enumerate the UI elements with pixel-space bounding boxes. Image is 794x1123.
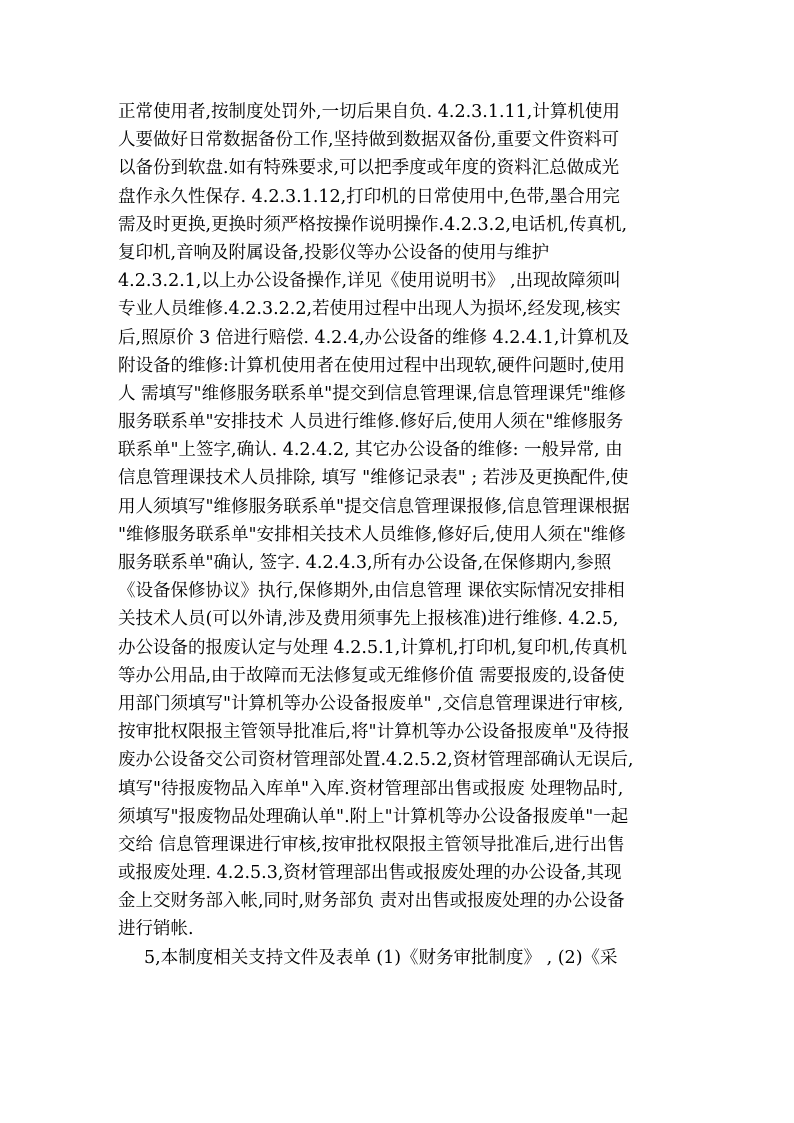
text-line: 《设备保修协议》执行,保修期外,由信息管理 课依实际情况安排相 bbox=[118, 581, 625, 602]
text-line: 复印机,音响及附属设备,投影仪等办公设备的使用与维护 bbox=[118, 242, 550, 263]
text-line: 关技术人员(可以外请,涉及费用须事先上报核准)进行维修. 4.2.5, bbox=[118, 609, 619, 630]
text-line: 附设备的维修:计算机使用者在使用过程中出现软,硬件问题时,使用 bbox=[118, 355, 626, 376]
text-line: 后,照原价 3 倍进行赔偿. 4.2.4,办公设备的维修 4.2.4.1,计算机及 bbox=[118, 327, 630, 348]
text-line: 盘作永久性保存. 4.2.3.1.12,打印机的日常使用中,色带,墨合用完 bbox=[118, 186, 620, 207]
text-line: 服务联系单"安排技术 人员进行维修.修好后,使用人须在"维修服务 bbox=[118, 412, 624, 433]
text-line: 按审批权限报主管领导批准后,将"计算机等办公设备报废单"及待报 bbox=[118, 722, 630, 743]
text-line: 人 需填写"维修服务联系单"提交到信息管理课,信息管理课凭"维修 bbox=[118, 383, 626, 404]
text-line: 或报废处理. 4.2.5.3,资材管理部出售或报废处理的办公设备,其现 bbox=[118, 863, 622, 884]
text-line: 用人须填写"维修服务联系单"提交信息管理课报修,信息管理课根据 bbox=[118, 496, 630, 517]
text-line: 进行销帐. bbox=[118, 919, 194, 940]
text-line: 需及时更换,更换时须严格按操作说明操作.4.2.3.2,电话机,传真机, bbox=[118, 214, 628, 235]
text-line: 交给 信息管理课进行审核,按审批权限报主管领导批准后,进行出售 bbox=[118, 834, 625, 855]
text-line: 填写"待报废物品入库单"入库.资材管理部出售或报废 处理物品时, bbox=[118, 778, 624, 799]
section-heading-line: 5,本制度相关支持文件及表单 (1)《财务审批制度》 , (2)《采 bbox=[144, 947, 618, 968]
text-line: 专业人员维修.4.2.3.2.2,若使用过程中出现人为损坏,经发现,核实 bbox=[118, 299, 621, 320]
text-line: 服务联系单"确认, 签字. 4.2.4.3,所有办公设备,在保修期内,参照 bbox=[118, 553, 612, 573]
text-line: 金上交财务部入帐,同时,财务部负 责对出售或报废处理的办公设备 bbox=[118, 891, 625, 912]
body-text bbox=[118, 98, 688, 972]
text-line: 正常使用者,按制度处罚外,一切后果自负. 4.2.3.1.11,计算机使用 bbox=[118, 102, 620, 122]
text-line: 须填写"报废物品处理确认单".附上"计算机等办公设备报废单"一起 bbox=[118, 806, 629, 827]
text-line: 4.2.3.2.1,以上办公设备操作,详见《使用说明书》 ,出现故障须叫 bbox=[118, 271, 621, 292]
text-line: 信息管理课技术人员排除, 填写 "维修记录表" ; 若涉及更换配件,使 bbox=[118, 468, 629, 489]
text-line: 以备份到软盘.如有特殊要求,可以把季度或年度的资料汇总做成光 bbox=[118, 158, 620, 179]
text-line: "维修服务联系单"安排相关技术人员维修,修好后,使用人须在"维修 bbox=[118, 524, 626, 545]
text-line: 办公设备的报废认定与处理 4.2.5.1,计算机,打印机,复印机,传真机 bbox=[118, 637, 628, 658]
text-line: 用部门须填写"计算机等办公设备报废单" ,交信息管理课进行审核, bbox=[118, 693, 624, 714]
text-line: 人要做好日常数据备份工作,坚持做到数据双备份,重要文件资料可 bbox=[118, 130, 620, 151]
text-line: 废办公设备交公司资材管理部处置.4.2.5.2,资材管理部确认无误后, bbox=[118, 750, 634, 771]
text-line: 等办公用品,由于故障而无法修复或无维修价值 需要报废的,设备使 bbox=[118, 665, 625, 686]
text-line: 联系单"上签字,确认. 4.2.4.2, 其它办公设备的维修: 一般异常, 由 bbox=[118, 440, 623, 461]
